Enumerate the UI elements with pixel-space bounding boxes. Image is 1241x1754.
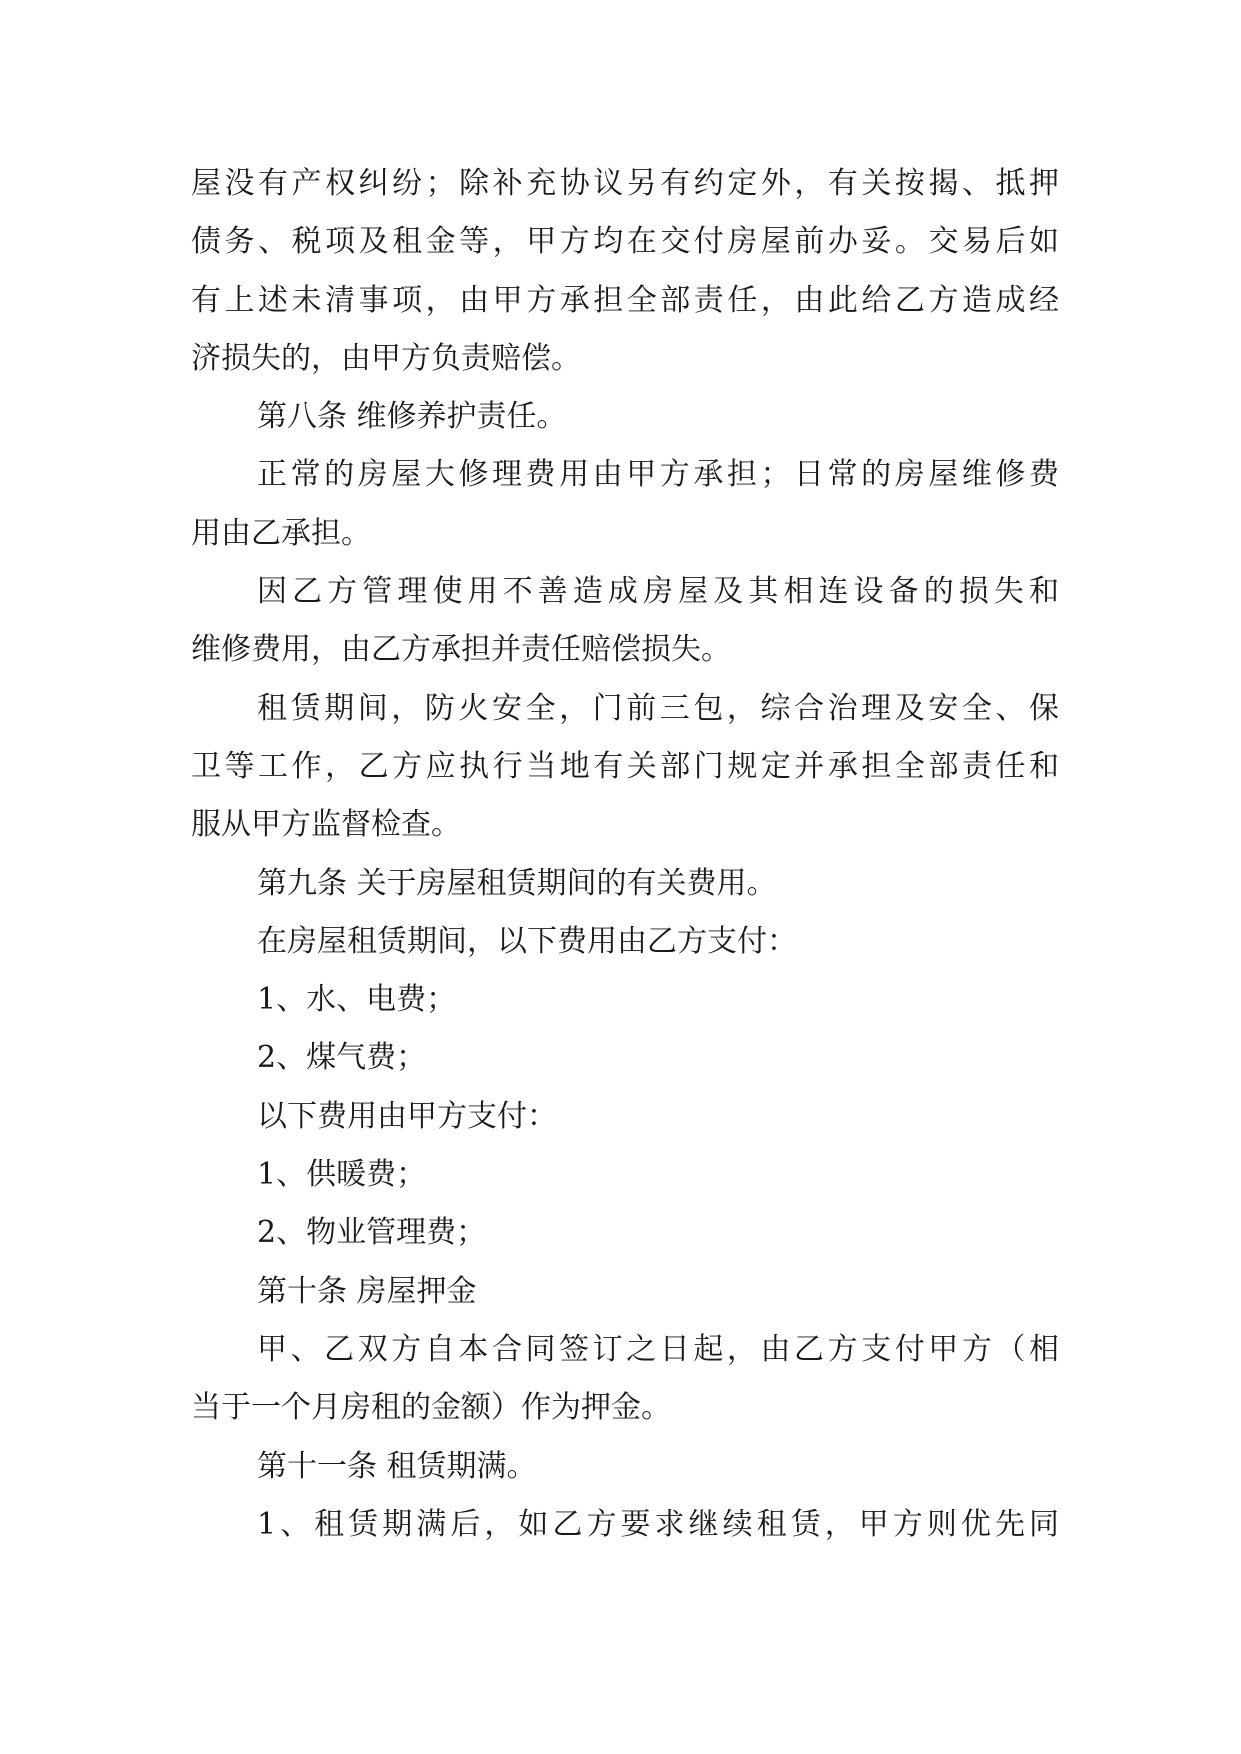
- text-line: 以下费用由甲方支付：: [257, 1098, 557, 1134]
- section-heading-11: 第十一条 租赁期满。: [257, 1448, 537, 1484]
- text-line: 正常的房屋大修理费用由甲方承担；日常的房屋维修费: [257, 457, 1059, 493]
- text-line: 济损失的，由甲方负责赔偿。: [191, 340, 581, 376]
- text-line: 1、租赁期满后，如乙方要求继续租赁，甲方则优先同: [257, 1506, 1059, 1542]
- document-body: [191, 155, 1059, 1554]
- section-heading-8: 第八条 维修养护责任。: [257, 399, 567, 435]
- section-heading-10: 第十条 房屋押金: [257, 1273, 477, 1309]
- list-item: 2、煤气费；: [257, 1040, 427, 1076]
- text-line: 因乙方管理使用不善造成房屋及其相连设备的损失和: [257, 574, 1059, 610]
- text-line: 甲、乙双方自本合同签订之日起，由乙方支付甲方（相: [257, 1331, 1059, 1367]
- text-line: 租赁期间，防火安全，门前三包，综合治理及安全、保: [257, 690, 1059, 726]
- text-line: 债务、税项及租金等，甲方均在交付房屋前办妥。交易后如: [191, 224, 1059, 260]
- list-item: 1、供暖费；: [257, 1157, 427, 1193]
- text-line: 维修费用，由乙方承担并责任赔偿损失。: [191, 632, 731, 668]
- text-line: 有上述未清事项，由甲方承担全部责任，由此给乙方造成经: [191, 282, 1059, 318]
- section-heading-9: 第九条 关于房屋租赁期间的有关费用。: [257, 865, 777, 901]
- text-line: 用由乙承担。: [191, 515, 371, 551]
- text-line: 卫等工作，乙方应执行当地有关部门规定并承担全部责任和: [191, 748, 1059, 784]
- text-line: 在房屋租赁期间，以下费用由乙方支付：: [257, 923, 797, 959]
- list-item: 2、物业管理费；: [257, 1215, 487, 1251]
- text-line: 当于一个月房租的金额）作为押金。: [191, 1390, 671, 1426]
- list-item: 1、水、电费；: [257, 982, 457, 1018]
- text-line: 屋没有产权纠纷；除补充协议另有约定外，有关按揭、抵押: [191, 166, 1059, 201]
- text-line: 服从甲方监督检查。: [191, 807, 461, 843]
